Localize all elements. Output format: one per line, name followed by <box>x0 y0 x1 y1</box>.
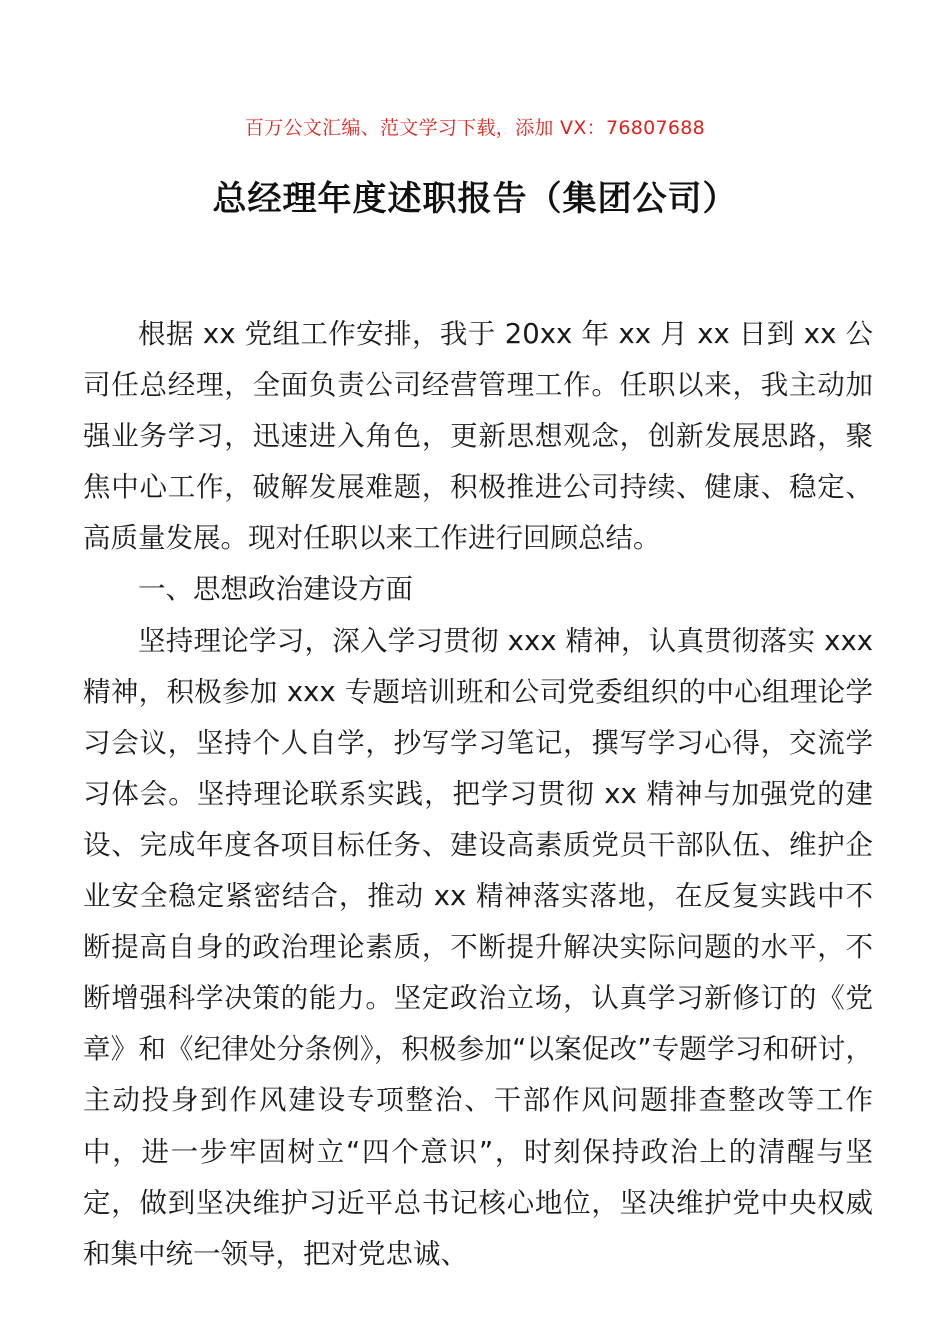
document-body <box>83 309 873 1280</box>
intro-paragraph: 根据 xx 党组工作安排，我于 20xx 年 xx 月 xx 日到 xx 公司任总经理，全面负责公司经营管理工作。任职以来，我主动加强业务学习，迅速进入角色，更新思想观念，创新发展思路，聚焦中心工作，破解发展难题，积极推进公司持续、健康、稳定、高质量发展。现对任职以来工作进行回顾总结。 <box>83 318 873 555</box>
section-1-paragraph: 坚持理论学习，深入学习贯彻 xxx 精神，认真贯彻落实 xxx 精神，积极参加 xxx 专题培训班和公司党委组织的中心组理论学习会议，坚持个人自学，抄写学习笔记，撰写学习心得，交流学习体会。坚持理论联系实践，把学习贯彻 xx 精神与加强党的建设、完成年度各项目标任务、建设高素质党员干部队伍、维护企业安全稳定紧密结合，推动 xx 精神落实落地，在反复实践中不断提高自身的政治理论素质，不断提升解决实际问题的水平，不断增强科学决策的能力。坚定政治立场，认真学习新修订的《党章》和《纪律处分条例》，积极参加“以案促改”专题学习和研讨，主动投身到作风建设专项整治、干部作风问题排查整改等工作中，进一步牢固树立“四个意识”，时刻保持政治上的清醒与坚定，做到坚决维护习近平总书记核心地位，坚决维护党中央权威和集中统一领导，把对党忠诚、 <box>83 624 873 1270</box>
document-title: 总经理年度述职报告（集团公司） <box>212 179 738 219</box>
section-heading-1: 一、思想政治建设方面 <box>138 573 413 606</box>
header-promo-note: 百万公文汇编、范文学习下载，添加 VX：76807688 <box>244 117 706 139</box>
